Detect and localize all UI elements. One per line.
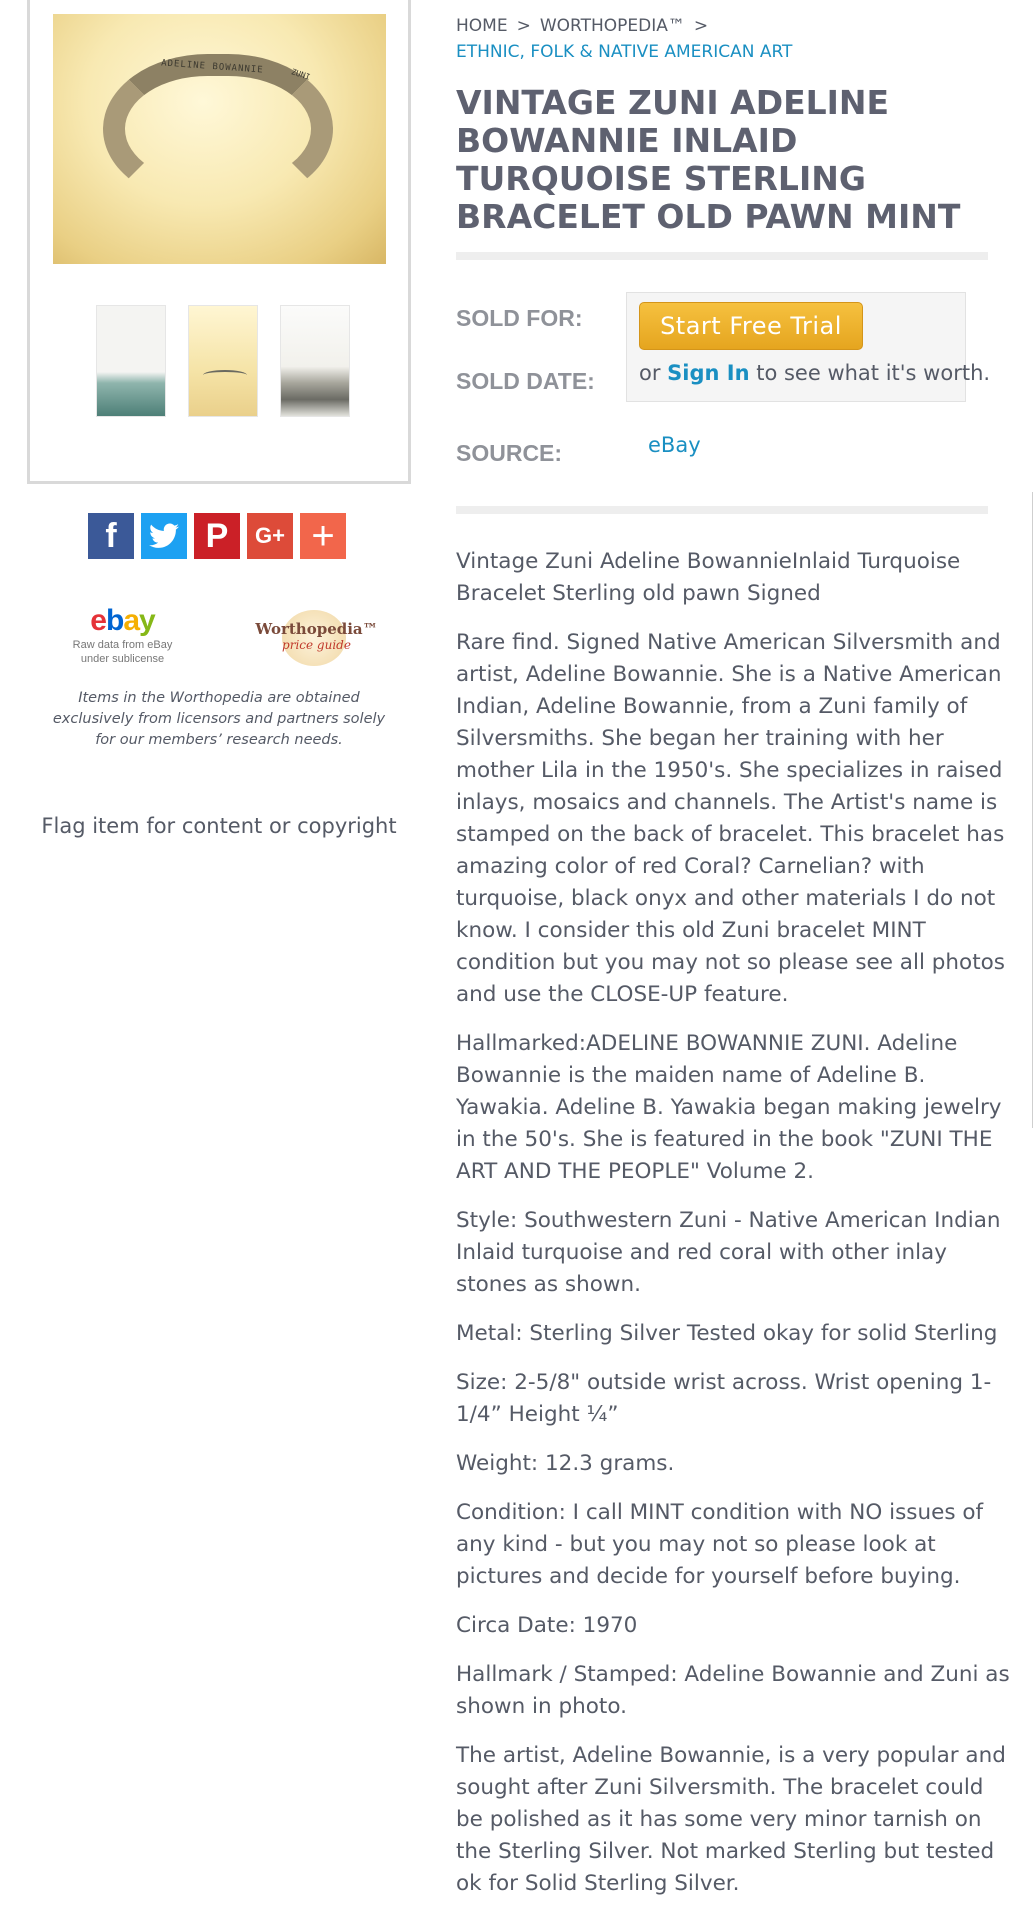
description-paragraph: Vintage Zuni Adeline BowannieInlaid Turquoise Bracelet Sterling old pawn Signed	[456, 549, 961, 606]
thumbnail-strip	[96, 305, 356, 417]
twitter-icon	[149, 523, 179, 549]
facebook-icon: f	[105, 516, 117, 555]
breadcrumb-worthopedia[interactable]: WORTHOPEDIA™	[539, 16, 685, 36]
description-paragraph: Style: Southwestern Zuni - Native American Indian Inlaid turquoise and red coral with other inlay stones as shown.	[456, 1208, 1001, 1297]
description-paragraph: Rare find. Signed Native American Silversmith and artist, Adeline Bowannie. She is a Native American Indian, Adeline Bowannie, from a Zuni family of Silversmiths. She began her training with her mother Lila in the 1950's. She specializes in raised inlays, mosaics and channels. The Artist's name is stamped on the back of bracelet. This bracelet has amazing color of red Coral? Carnelian? with turquoise, black onyx and other materials I do not know. I consider this old Zuni bracelet MINT condition but you may not so please see all photos and use the CLOSE-UP feature.	[456, 630, 1005, 1007]
description-paragraph: The artist, Adeline Bowannie, is a very popular and sought after Zuni Silversmith. The bracelet could be polished as it has some very minor tarnish on the Sterling Silver. Not marked Sterling but tested ok for Solid Sterling Silver.	[456, 1743, 1006, 1896]
main-product-image[interactable]	[53, 14, 386, 264]
sold-for-label: SOLD FOR:	[456, 305, 583, 331]
source-link[interactable]: eBay	[648, 433, 701, 457]
bracelet-stamp-zuni: ZUNI	[290, 67, 312, 82]
disclaimer-text: Items in the Worthopedia are obtained exclusively from licensors and partners solely for our members’ research needs.	[52, 690, 386, 748]
twitter-share-button[interactable]	[141, 513, 187, 559]
sign-in-link[interactable]: Sign In	[667, 361, 750, 385]
bracelet-stamp: ADELINE BOWANNIE	[160, 58, 264, 76]
thumbnail-stamp-mark	[203, 370, 247, 380]
breadcrumb-separator: >	[693, 16, 709, 36]
plus-icon: +	[311, 513, 335, 558]
sign-in-prefix: or	[639, 361, 668, 385]
description-paragraph: Hallmark / Stamped: Adeline Bowannie and Zuni as shown in photo.	[456, 1662, 1010, 1719]
googleplus-share-button[interactable]	[247, 513, 293, 559]
worthopedia-logo	[254, 610, 379, 666]
googleplus-icon: G+	[255, 523, 285, 548]
description-paragraph: Condition: I call MINT condition with NO issues of any kind - but you may not so please look at pictures and decide for yourself before buying.	[456, 1500, 984, 1589]
worthopedia-logo-name: Worthopedia™	[255, 620, 378, 638]
description-paragraph: Size: 2-5/8" outside wrist across. Wrist opening 1-1/4” Height ¼”	[456, 1370, 992, 1427]
description-paragraph: Metal: Sterling Silver Tested okay for solid Sterling	[456, 1321, 998, 1346]
flag-item-link[interactable]: Flag item for content or copyright	[41, 814, 397, 838]
more-share-button[interactable]	[300, 513, 346, 559]
description-paragraph: Circa Date: 1970	[456, 1613, 638, 1638]
description-paragraph: Hallmarked:ADELINE BOWANNIE ZUNI. Adeline Bowannie is the maiden name of Adeline B. Yawakia. Adeline B. Yawakia began making jewelry in the 50's. She is featured in the book "ZUNI THE ART AND THE PEOPLE" Volume 2.	[456, 1031, 1002, 1184]
ebay-logo-caption: Raw data from eBay under sublicense	[72, 639, 173, 665]
sign-in-prompt	[639, 361, 990, 385]
worthopedia-logo-sub: price guide	[282, 638, 351, 652]
partner-logos	[60, 606, 380, 668]
sign-in-suffix: to see what it's worth.	[749, 361, 991, 385]
thumbnail-1[interactable]	[96, 305, 166, 417]
item-description	[456, 546, 1016, 1908]
facebook-share-button[interactable]	[88, 513, 134, 559]
pinterest-icon: P	[205, 516, 229, 555]
thumbnail-2[interactable]	[188, 305, 258, 417]
breadcrumb-home[interactable]: HOME	[456, 16, 508, 36]
start-free-trial-button[interactable]: Start Free Trial	[639, 302, 863, 350]
image-gallery	[27, 0, 411, 484]
divider	[456, 506, 988, 514]
sold-date-label: SOLD DATE:	[456, 368, 595, 394]
ebay-logo	[60, 606, 185, 666]
page-title: VINTAGE ZUNI ADELINE BOWANNIE INLAID TURQUOISE STERLING BRACELET OLD PAWN MINT	[456, 83, 961, 236]
pinterest-share-button[interactable]	[194, 513, 240, 559]
ebay-wordmark: ebay	[90, 604, 155, 637]
breadcrumb	[456, 13, 1016, 65]
breadcrumb-separator: >	[516, 16, 531, 36]
breadcrumb-category[interactable]: ETHNIC, FOLK & NATIVE AMERICAN ART	[456, 42, 793, 62]
source-label: SOURCE:	[456, 440, 563, 466]
thumbnail-3[interactable]	[280, 305, 350, 417]
divider	[456, 252, 988, 260]
price-locked-box	[626, 292, 991, 402]
description-paragraph: Weight: 12.3 grams.	[456, 1451, 675, 1476]
